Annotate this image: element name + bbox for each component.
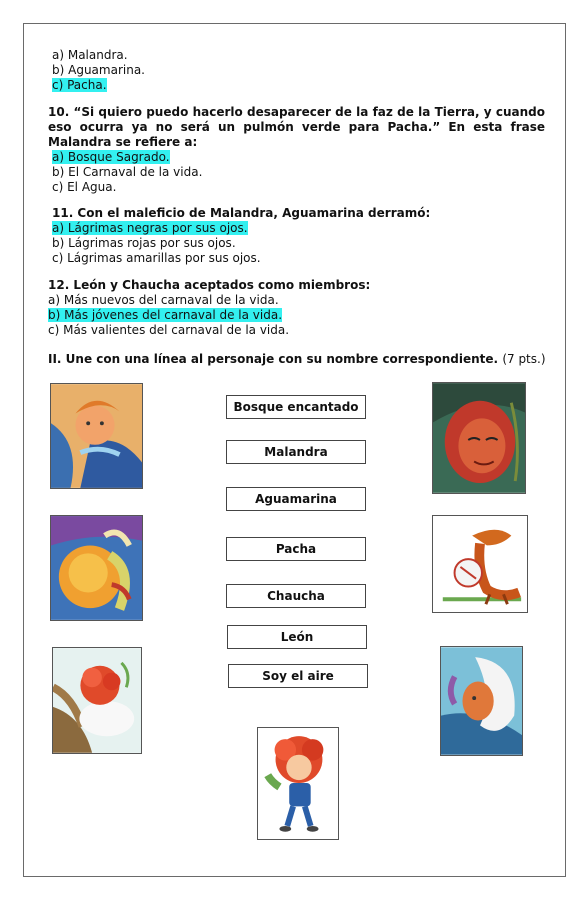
- character-picture-pacha[interactable]: [50, 515, 143, 621]
- character-picture-leon[interactable]: [257, 727, 339, 840]
- q9-option-a[interactable]: a) Malandra.: [52, 48, 128, 62]
- q12-option-b-highlight: b) Más jóvenes del carnaval de la vida.: [48, 308, 283, 322]
- q12-option-b[interactable]: [48, 308, 282, 323]
- q12-option-a[interactable]: a) Más nuevos del carnaval de la vida.: [48, 293, 279, 307]
- q10-option-c[interactable]: c) El Agua.: [52, 180, 117, 194]
- q12-option-c[interactable]: c) Más valientes del carnaval de la vida.: [48, 323, 290, 337]
- section2-instruction-line: [48, 352, 546, 367]
- name-box-bosque-encantado[interactable]: Bosque encantado: [226, 395, 366, 419]
- name-box-malandra[interactable]: Malandra: [226, 440, 366, 464]
- q10-option-b[interactable]: b) El Carnaval de la vida.: [52, 165, 203, 179]
- character-picture-aguamarina[interactable]: [50, 383, 143, 489]
- character-picture-soy-el-aire[interactable]: [440, 646, 523, 756]
- q11-option-b[interactable]: b) Lágrimas rojas por sus ojos.: [52, 236, 236, 250]
- name-box-chaucha[interactable]: Chaucha: [226, 584, 366, 608]
- section2-instruction: II. Une con una línea al personaje con su nombre correspondiente.: [48, 352, 499, 366]
- name-box-soy-el-aire[interactable]: Soy el aire: [228, 664, 368, 688]
- q11-option-c[interactable]: c) Lágrimas amarillas por sus ojos.: [52, 251, 261, 265]
- character-picture-chaucha[interactable]: [432, 515, 528, 613]
- q11-option-a-highlight: a) Lágrimas negras por sus ojos.: [52, 221, 248, 235]
- character-picture-malandra[interactable]: [432, 382, 526, 494]
- q10-option-a[interactable]: [52, 150, 170, 165]
- q11-question: 11. Con el maleficio de Malandra, Aguamarina derramó:: [52, 206, 431, 220]
- q10-question: 10. “Si quiero puedo hacerlo desaparecer de la faz de la Tierra, y cuando eso ocurra ya no será un pulmón verde para Pacha.” En esta frase Malandra se refiere a:: [48, 105, 545, 149]
- q9-option-b[interactable]: b) Aguamarina.: [52, 63, 145, 77]
- q11-option-a[interactable]: [52, 221, 248, 236]
- q10-option-a-highlight: a) Bosque Sagrado.: [52, 150, 170, 164]
- character-picture-leon-tree[interactable]: [52, 647, 142, 754]
- section2-points: (7 pts.): [502, 352, 546, 366]
- name-box-aguamarina[interactable]: Aguamarina: [226, 487, 366, 511]
- q9-option-c-highlight: c) Pacha.: [52, 78, 107, 92]
- name-box-leon[interactable]: León: [227, 625, 367, 649]
- name-box-pacha[interactable]: Pacha: [226, 537, 366, 561]
- q9-option-c[interactable]: [52, 78, 107, 93]
- q12-question: 12. León y Chaucha aceptados como miembros:: [48, 278, 371, 292]
